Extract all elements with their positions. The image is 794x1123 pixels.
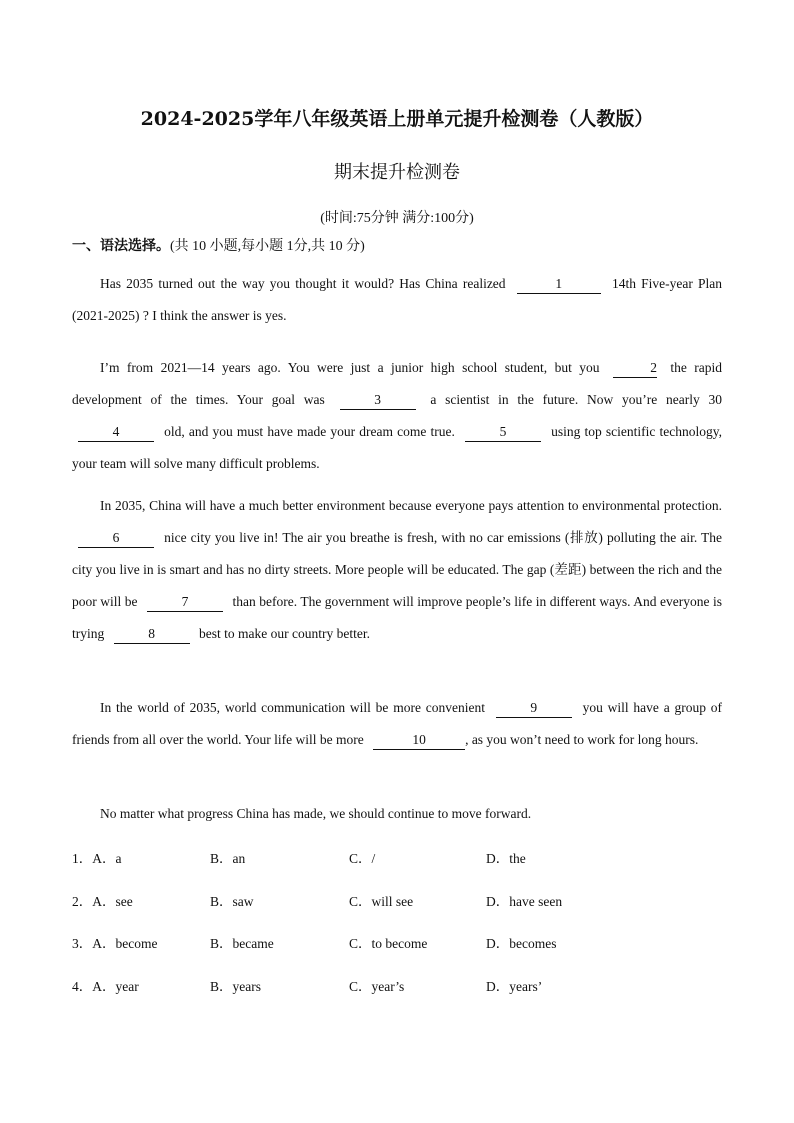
blank-7: 7 bbox=[147, 593, 223, 612]
question-4-options bbox=[72, 975, 722, 1003]
option-b[interactable]: B．saw bbox=[210, 894, 254, 909]
blank-3: 3 bbox=[340, 391, 416, 410]
blank-1: 1 bbox=[517, 275, 601, 294]
exam-subtitle: 期末提升检测卷 bbox=[334, 162, 460, 183]
option-d[interactable]: D．the bbox=[486, 851, 526, 866]
paragraph-text: 14th Five-year Plan (2021-2025) ? I think the answer is yes. bbox=[72, 276, 723, 323]
option-d[interactable]: D．have seen bbox=[486, 894, 563, 909]
question-2-options bbox=[72, 890, 722, 918]
paragraph-text: No matter what progress China has made, we should continue to move forward. bbox=[100, 806, 532, 821]
paragraph-text: In 2035, China will have a much better environment because everyone pays attention to environmental protection. bbox=[100, 498, 722, 513]
passage-paragraph-4 bbox=[72, 692, 722, 756]
blank-2: 2 bbox=[613, 359, 657, 378]
passage-paragraph-1 bbox=[72, 268, 722, 332]
question-1-options bbox=[72, 847, 722, 875]
passage-paragraph-3 bbox=[72, 490, 722, 650]
option-a[interactable]: 1．A．a bbox=[72, 851, 122, 866]
option-b[interactable]: B．an bbox=[210, 851, 246, 866]
paragraph-text: I’m from 2021—14 years ago. You were just a junior high school student, but you bbox=[100, 360, 600, 375]
section-heading bbox=[72, 235, 365, 255]
passage-paragraph-5 bbox=[72, 798, 722, 830]
blank-5: 5 bbox=[465, 423, 541, 442]
section-note: (共 10 小题,每小题 1分,共 10 分) bbox=[170, 239, 365, 254]
passage-paragraph-2 bbox=[72, 352, 722, 480]
blank-6: 6 bbox=[78, 529, 154, 548]
paragraph-text: than before. The government will improve people’s life in different ways. And everyone is trying bbox=[72, 594, 723, 641]
paragraph-text: , as you won’t need to work for long hours. bbox=[465, 732, 699, 747]
section-number: 一、语法选择。 bbox=[72, 238, 170, 254]
blank-9: 9 bbox=[496, 699, 572, 718]
option-a[interactable]: 4．A．year bbox=[72, 979, 139, 994]
paragraph-text: In the world of 2035, world communication will be more convenient bbox=[100, 700, 485, 715]
blank-4: 4 bbox=[78, 423, 154, 442]
blank-10: 10 bbox=[373, 731, 465, 750]
option-c[interactable]: C．year’s bbox=[349, 979, 405, 994]
paragraph-text: best to make our country better. bbox=[199, 626, 370, 641]
option-c[interactable]: C．will see bbox=[349, 894, 414, 909]
option-b[interactable]: B．years bbox=[210, 979, 261, 994]
blank-8: 8 bbox=[114, 625, 190, 644]
paragraph-text: old, and you must have made your dream come true. bbox=[164, 424, 455, 439]
paragraph-text: a scientist in the future. Now you’re nearly 30 bbox=[430, 392, 722, 407]
paragraph-text: the rapid development of the times. Your goal was bbox=[72, 360, 723, 407]
option-b[interactable]: B．became bbox=[210, 936, 274, 951]
exam-time-score: (时间:75分钟 满分:100分) bbox=[320, 211, 474, 226]
option-c[interactable]: C．/ bbox=[349, 851, 376, 866]
paragraph-text: using top scientific technology, your team will solve many difficult problems. bbox=[72, 424, 722, 471]
exam-title: 2024-2025学年八年级英语上册单元提升检测卷（人教版） bbox=[140, 108, 654, 130]
option-d[interactable]: D．years’ bbox=[486, 979, 543, 994]
option-a[interactable]: 3．A．become bbox=[72, 936, 158, 951]
paragraph-text: nice city you live in! The air you breathe is fresh, with no car emissions (排放) polluting the air. The city you live in is smart and has no dirty streets. More people will be educated. The gap (差距) between the rich and the poor will be bbox=[72, 530, 723, 609]
paragraph-text: you will have a group of friends from all over the world. Your life will be more bbox=[72, 700, 723, 747]
question-3-options bbox=[72, 932, 722, 960]
paragraph-text: Has 2035 turned out the way you thought it would? Has China realized bbox=[100, 276, 506, 291]
option-d[interactable]: D．becomes bbox=[486, 936, 557, 951]
option-c[interactable]: C．to become bbox=[349, 936, 428, 951]
option-a[interactable]: 2．A．see bbox=[72, 894, 133, 909]
